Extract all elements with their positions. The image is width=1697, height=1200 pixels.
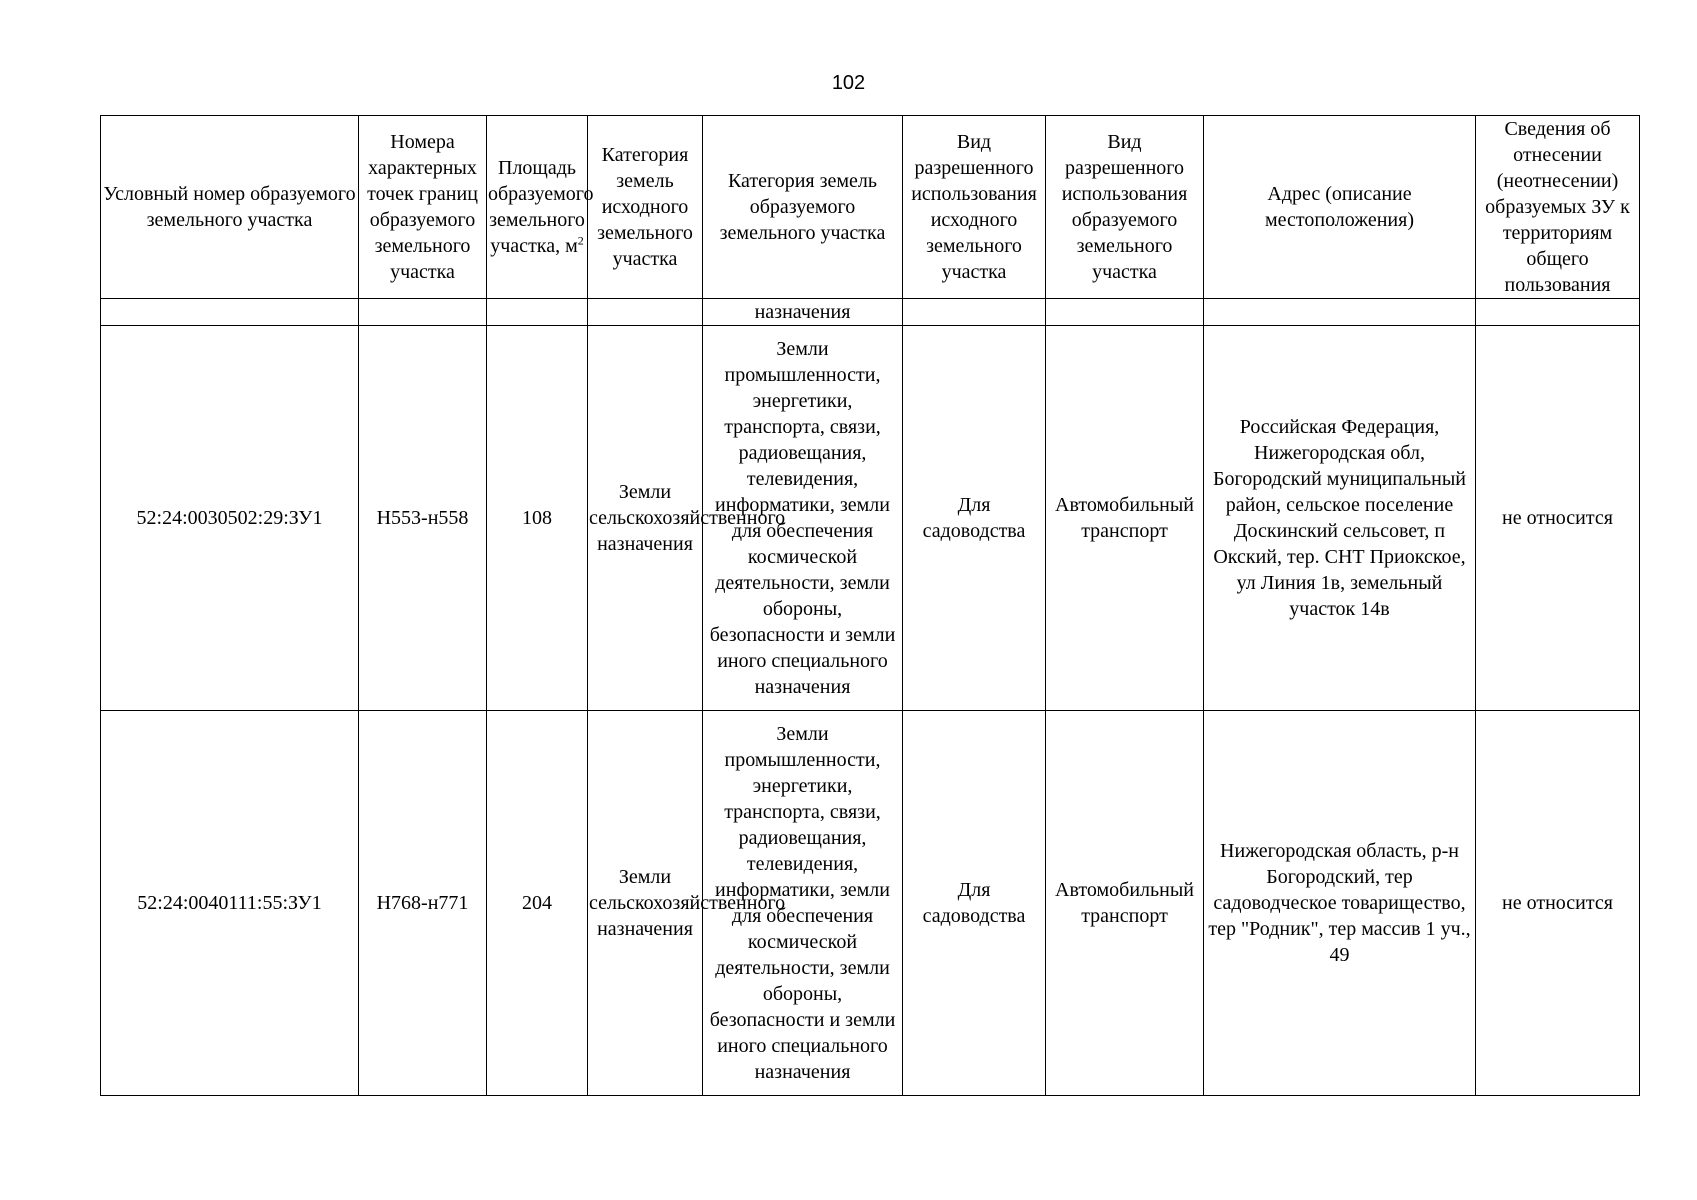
table-cell: Российская Федерация, Нижегородская обл, Богородский муниципальный район, сельское поселение Доскинский сельсовет, п Окский, тер. СНТ Приокское, ул Линия 1в, земельный участок 14в: [1204, 326, 1476, 711]
header-boundary-points: Номера характерных точек границ образуемого земельного участка: [359, 116, 487, 299]
table-header-row: [101, 116, 1640, 299]
area-unit-superscript: 2: [577, 233, 584, 248]
header-plot-number: Условный номер образуемого земельного участка: [101, 116, 359, 299]
table-cell: не относится: [1476, 326, 1640, 711]
table-cell: [487, 299, 588, 326]
header-address: Адрес (описание местоположения): [1204, 116, 1476, 299]
header-new-permitted-use: Вид разрешенного использования образуемого земельного участка: [1046, 116, 1204, 299]
table-cell: Земли сельскохозяйственного назначения: [588, 711, 703, 1096]
table-cell: [1476, 299, 1640, 326]
table-cell: Автомобильный транспорт: [1046, 711, 1204, 1096]
table-cell: Для садоводства: [903, 711, 1046, 1096]
header-source-category: Категория земель исходного земельного участка: [588, 116, 703, 299]
table-cell: [588, 299, 703, 326]
table-cell: Земли промышленности, энергетики, транспорта, связи, радиовещания, телевидения, информатики, земли для обеспечения космической деятельности, земли обороны, безопасности и земли иного специального назначения: [703, 326, 903, 711]
table-cell: Земли промышленности, энергетики, транспорта, связи, радиовещания, телевидения, информатики, земли для обеспечения космической деятельности, земли обороны, безопасности и земли иного специального назначения: [703, 711, 903, 1096]
table-cell: Земли сельскохозяйственного назначения: [588, 326, 703, 711]
table-row: [101, 326, 1640, 711]
table-cell: [101, 299, 359, 326]
table-cell: [1046, 299, 1204, 326]
table-cell: [1204, 299, 1476, 326]
table-cell: 204: [487, 711, 588, 1096]
page-number: 102: [831, 72, 866, 94]
table-cell: назначения: [703, 299, 903, 326]
header-new-category: Категория земель образуемого земельного участка: [703, 116, 903, 299]
table-cell: 108: [487, 326, 588, 711]
table-cell: Н768-н771: [359, 711, 487, 1096]
table-cell: [903, 299, 1046, 326]
header-source-permitted-use: Вид разрешенного использования исходного земельного участка: [903, 116, 1046, 299]
land-plots-table: [100, 115, 1640, 1096]
table-cell: 52:24:0030502:29:ЗУ1: [101, 326, 359, 711]
continuation-row: [101, 299, 1640, 326]
table-cell: [359, 299, 487, 326]
table-cell: Н553-н558: [359, 326, 487, 711]
header-area: Площадь образуемого земельного участка, $м^2$: [487, 116, 588, 299]
table-row: [101, 711, 1640, 1096]
table-cell: Нижегородская область, р-н Богородский, тер садоводческое товарищество, тер "Родник", тер массив 1 уч., 49: [1204, 711, 1476, 1096]
table-cell: не относится: [1476, 711, 1640, 1096]
header-public-territory: Сведения об отнесении (неотнесении) образуемых ЗУ к территориям общего пользования: [1476, 116, 1640, 299]
table-cell: Для садоводства: [903, 326, 1046, 711]
table-cell: 52:24:0040111:55:ЗУ1: [101, 711, 359, 1096]
table-cell: Автомобильный транспорт: [1046, 326, 1204, 711]
